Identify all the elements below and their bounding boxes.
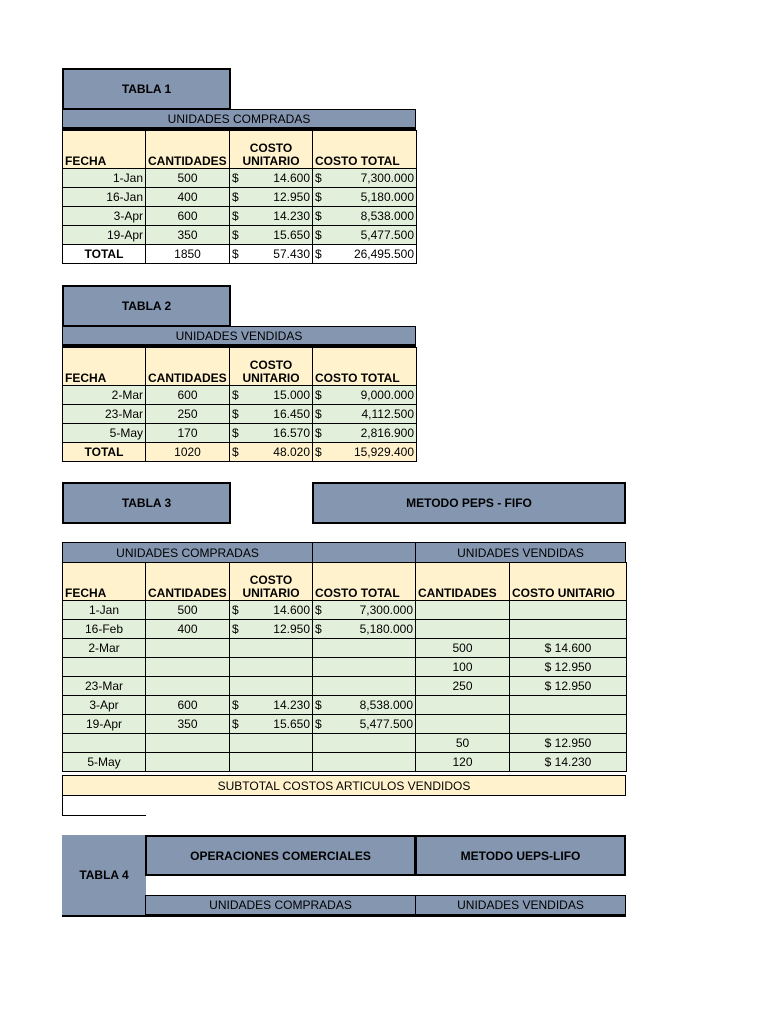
currency-symbol: $ (315, 189, 322, 204)
value: 12.950 (554, 678, 592, 693)
cell-costo-total (313, 424, 417, 443)
value: 26,495.500 (353, 246, 414, 261)
total-costo-total (313, 443, 417, 462)
currency-symbol: $ (544, 678, 552, 693)
table-row (63, 620, 627, 639)
cell-costo-unitario (230, 405, 313, 424)
header-costo-total: COSTO TOTAL (313, 563, 416, 601)
cell-fecha: 5-May (63, 753, 146, 772)
tabla3-band-vendidas-text: UNIDADES VENDIDAS (457, 545, 584, 560)
currency-symbol: $ (232, 246, 239, 261)
cell-costo-unitario (230, 601, 313, 620)
header-costo-unitario: COSTO UNITARIO (230, 563, 313, 601)
tabla4-band-vendidas-text: UNIDADES VENDIDAS (457, 898, 584, 912)
total-row (63, 245, 417, 264)
header-fecha: FECHA (63, 563, 146, 601)
value: 16.570 (273, 425, 310, 440)
currency-symbol: $ (232, 425, 239, 440)
tabla4-title-text: TABLA 4 (79, 868, 129, 882)
tabla3-band-compradas-text: UNIDADES COMPRADAS (116, 545, 259, 560)
tabla1-table (62, 130, 417, 264)
tabla2-band (62, 326, 416, 347)
currency-symbol: $ (315, 170, 322, 185)
currency-symbol: $ (315, 246, 322, 261)
cell-vendidas-costo-unitario (510, 753, 627, 772)
value: 16.450 (273, 406, 310, 421)
currency-symbol: $ (232, 170, 239, 185)
cell-costo-unitario (230, 753, 313, 772)
table-row (63, 734, 627, 753)
cell-costo-unitario (230, 424, 313, 443)
value: 14.600 (273, 602, 310, 617)
cell-cantidad (146, 639, 230, 658)
value: 14.230 (273, 697, 310, 712)
cell-vendidas-cantidad: 100 (416, 658, 510, 677)
cell-costo-total (313, 226, 417, 245)
cell-costo-total (313, 639, 416, 658)
cell-costo-total (313, 169, 417, 188)
currency-symbol: $ (232, 697, 239, 712)
currency-symbol: $ (232, 444, 239, 459)
table-row (63, 715, 627, 734)
total-cantidad: 1850 (146, 245, 230, 264)
header-cantidades: CANTIDADES (146, 563, 230, 601)
table-row (63, 188, 417, 207)
cell-fecha: 16-Feb (63, 620, 146, 639)
header-costo-total: COSTO TOTAL (313, 131, 417, 169)
value: 57.430 (273, 246, 310, 261)
cell-vendidas-cantidad: 250 (416, 677, 510, 696)
currency-symbol: $ (315, 387, 322, 402)
cell-cantidad: 600 (146, 207, 230, 226)
total-label: TOTAL (63, 245, 146, 264)
header-cantidades: CANTIDADES (146, 131, 230, 169)
cell-costo-unitario (230, 188, 313, 207)
total-row (63, 443, 417, 462)
tabla4-band-compradas-text: UNIDADES COMPRADAS (209, 898, 352, 912)
tabla3-title (62, 482, 231, 524)
value: 12.950 (554, 735, 592, 750)
cell-vendidas-costo-unitario (510, 696, 627, 715)
cell-costo-unitario (230, 620, 313, 639)
table-row (63, 424, 417, 443)
header-vendidas-costo-unitario: COSTO UNITARIO (510, 563, 627, 601)
cell-cantidad: 250 (146, 405, 230, 424)
total-costo-total (313, 245, 417, 264)
currency-symbol: $ (544, 640, 552, 655)
cell-fecha (63, 734, 146, 753)
tabla4-method (415, 835, 626, 876)
header-fecha: FECHA (63, 348, 146, 386)
currency-symbol: $ (315, 602, 322, 617)
tabla3-method-text: METODO PEPS - FIFO (406, 496, 532, 510)
cell-costo-unitario (230, 169, 313, 188)
total-label: TOTAL (63, 443, 146, 462)
value: 15.000 (273, 387, 310, 402)
cell-cantidad (146, 677, 230, 696)
currency-symbol: $ (315, 208, 322, 223)
cell-fecha: 3-Apr (63, 207, 146, 226)
currency-symbol: $ (232, 208, 239, 223)
cell-fecha: 1-Jan (63, 601, 146, 620)
cell-cantidad: 600 (146, 386, 230, 405)
currency-symbol: $ (232, 189, 239, 204)
value: 5,180.000 (360, 189, 414, 204)
value: 15.650 (273, 227, 310, 242)
tabla3-band-gap (312, 542, 416, 563)
value: 5,477.500 (360, 227, 414, 242)
table-row (63, 601, 627, 620)
value: 2,816.900 (360, 425, 414, 440)
tabla2-header-row (63, 348, 417, 386)
cell-costo-total (313, 386, 417, 405)
value: 7,300.000 (359, 602, 413, 617)
header-costo-unitario: COSTO UNITARIO (230, 131, 313, 169)
tabla1-header-row (63, 131, 417, 169)
cell-vendidas-costo-unitario (510, 658, 627, 677)
tabla4-method-text: METODO UEPS-LIFO (460, 848, 581, 863)
tabla3-table (62, 562, 627, 772)
table-row (63, 677, 627, 696)
tabla3-subtotal-text: SUBTOTAL COSTOS ARTICULOS VENDIDOS (217, 778, 471, 793)
currency-symbol: $ (544, 735, 552, 750)
currency-symbol: $ (315, 621, 322, 636)
cell-fecha: 23-Mar (63, 405, 146, 424)
value: 9,000.000 (360, 387, 414, 402)
cell-vendidas-cantidad: 500 (416, 639, 510, 658)
cell-fecha: 19-Apr (63, 226, 146, 245)
currency-symbol: $ (544, 754, 552, 769)
value: 12.950 (273, 189, 310, 204)
cell-costo-total (313, 753, 416, 772)
tabla2-band-text: UNIDADES VENDIDAS (175, 328, 303, 343)
currency-symbol: $ (232, 621, 239, 636)
cell-fecha: 19-Apr (63, 715, 146, 734)
currency-symbol: $ (232, 227, 239, 242)
tabla1-band-text: UNIDADES COMPRADAS (167, 111, 311, 126)
table-row (63, 696, 627, 715)
table-row (63, 639, 627, 658)
cell-cantidad (146, 658, 230, 677)
cell-costo-total (313, 734, 416, 753)
cell-cantidad: 400 (146, 188, 230, 207)
table-row (63, 405, 417, 424)
cell-cantidad: 350 (146, 226, 230, 245)
tabla2-title-text: TABLA 2 (121, 299, 172, 313)
value: 5,477.500 (359, 716, 413, 731)
cell-cantidad (146, 734, 230, 753)
tabla3-method (312, 482, 626, 524)
value: 14.230 (273, 208, 310, 223)
cell-costo-total (313, 188, 417, 207)
cell-costo-total (313, 405, 417, 424)
cell-costo-unitario (230, 658, 313, 677)
cell-costo-total (313, 677, 416, 696)
currency-symbol: $ (232, 602, 239, 617)
cell-costo-unitario (230, 696, 313, 715)
cell-costo-total (313, 207, 417, 226)
total-cantidad: 1020 (146, 443, 230, 462)
value: 5,180.000 (359, 621, 413, 636)
header-fecha: FECHA (63, 131, 146, 169)
tabla1-title (62, 68, 231, 110)
cell-vendidas-costo-unitario (510, 715, 627, 734)
currency-symbol: $ (544, 659, 552, 674)
value: 4,112.500 (361, 406, 414, 421)
cell-fecha: 2-Mar (63, 639, 146, 658)
header-cantidades: CANTIDADES (146, 348, 230, 386)
table-row (63, 207, 417, 226)
table-row (63, 169, 417, 188)
tabla4-band-vendidas (415, 895, 626, 917)
cell-cantidad: 170 (146, 424, 230, 443)
cell-cantidad: 400 (146, 620, 230, 639)
tabla1-band (62, 109, 416, 130)
value: 15,929.400 (353, 444, 414, 459)
header-costo-unitario: COSTO UNITARIO (230, 348, 313, 386)
tabla4-operations-text: OPERACIONES COMERCIALES (190, 848, 371, 863)
tabla3-subtotal (62, 775, 626, 796)
currency-symbol: $ (315, 406, 322, 421)
cell-cantidad: 500 (146, 169, 230, 188)
currency-symbol: $ (315, 697, 322, 712)
cell-costo-total (313, 696, 416, 715)
currency-symbol: $ (315, 716, 322, 731)
empty-cell (62, 795, 146, 816)
table-row (63, 386, 417, 405)
cell-cantidad (146, 753, 230, 772)
cell-vendidas-cantidad (416, 696, 510, 715)
total-costo-unitario (230, 245, 313, 264)
value: 14.600 (554, 640, 592, 655)
cell-fecha: 1-Jan (63, 169, 146, 188)
cell-fecha: 23-Mar (63, 677, 146, 696)
value: 12.950 (554, 659, 592, 674)
tabla3-band-compradas (62, 542, 313, 563)
cell-vendidas-cantidad (416, 620, 510, 639)
cell-fecha: 5-May (63, 424, 146, 443)
cell-costo-unitario (230, 207, 313, 226)
cell-costo-total (313, 715, 416, 734)
value: 48.020 (273, 444, 310, 459)
cell-vendidas-costo-unitario (510, 601, 627, 620)
value: 8,538.000 (359, 697, 413, 712)
cell-costo-unitario (230, 226, 313, 245)
currency-symbol: $ (315, 227, 322, 242)
tabla3-body (63, 601, 627, 772)
cell-fecha: 16-Jan (63, 188, 146, 207)
cell-costo-total (313, 601, 416, 620)
currency-symbol: $ (315, 444, 322, 459)
cell-vendidas-cantidad: 120 (416, 753, 510, 772)
cell-costo-unitario (230, 677, 313, 696)
tabla3-title-text: TABLA 3 (121, 496, 172, 510)
cell-vendidas-costo-unitario (510, 620, 627, 639)
cell-costo-unitario (230, 715, 313, 734)
cell-costo-unitario (230, 386, 313, 405)
tabla4-title (62, 835, 146, 917)
tabla2-table (62, 347, 417, 462)
cell-vendidas-costo-unitario (510, 639, 627, 658)
cell-vendidas-costo-unitario (510, 677, 627, 696)
currency-symbol: $ (232, 387, 239, 402)
value: 14.230 (554, 754, 592, 769)
table-row (63, 658, 627, 677)
header-costo-total: COSTO TOTAL (313, 348, 417, 386)
tabla3-header-row (63, 563, 627, 601)
cell-costo-unitario (230, 734, 313, 753)
table-row (63, 753, 627, 772)
cell-vendidas-cantidad (416, 601, 510, 620)
currency-symbol: $ (232, 716, 239, 731)
table-row (63, 226, 417, 245)
cell-fecha (63, 658, 146, 677)
tabla1-title-text: TABLA 1 (121, 82, 172, 96)
cell-costo-total (313, 620, 416, 639)
value: 12.950 (273, 621, 310, 636)
cell-fecha: 2-Mar (63, 386, 146, 405)
cell-cantidad: 350 (146, 715, 230, 734)
value: 14.600 (273, 170, 310, 185)
cell-costo-total (313, 658, 416, 677)
total-costo-unitario (230, 443, 313, 462)
cell-costo-unitario (230, 639, 313, 658)
cell-fecha: 3-Apr (63, 696, 146, 715)
cell-cantidad: 600 (146, 696, 230, 715)
cell-cantidad: 500 (146, 601, 230, 620)
value: 7,300.000 (360, 170, 414, 185)
cell-vendidas-cantidad (416, 715, 510, 734)
value: 8,538.000 (360, 208, 414, 223)
cell-vendidas-cantidad: 50 (416, 734, 510, 753)
header-vendidas-cantidades: CANTIDADES (416, 563, 510, 601)
value: 15.650 (273, 716, 310, 731)
cell-vendidas-costo-unitario (510, 734, 627, 753)
tabla4-band-compradas (145, 895, 416, 917)
tabla2-title (62, 285, 231, 327)
tabla3-band-vendidas (415, 542, 626, 563)
tabla4-operations (145, 835, 416, 876)
currency-symbol: $ (315, 425, 322, 440)
currency-symbol: $ (232, 406, 239, 421)
